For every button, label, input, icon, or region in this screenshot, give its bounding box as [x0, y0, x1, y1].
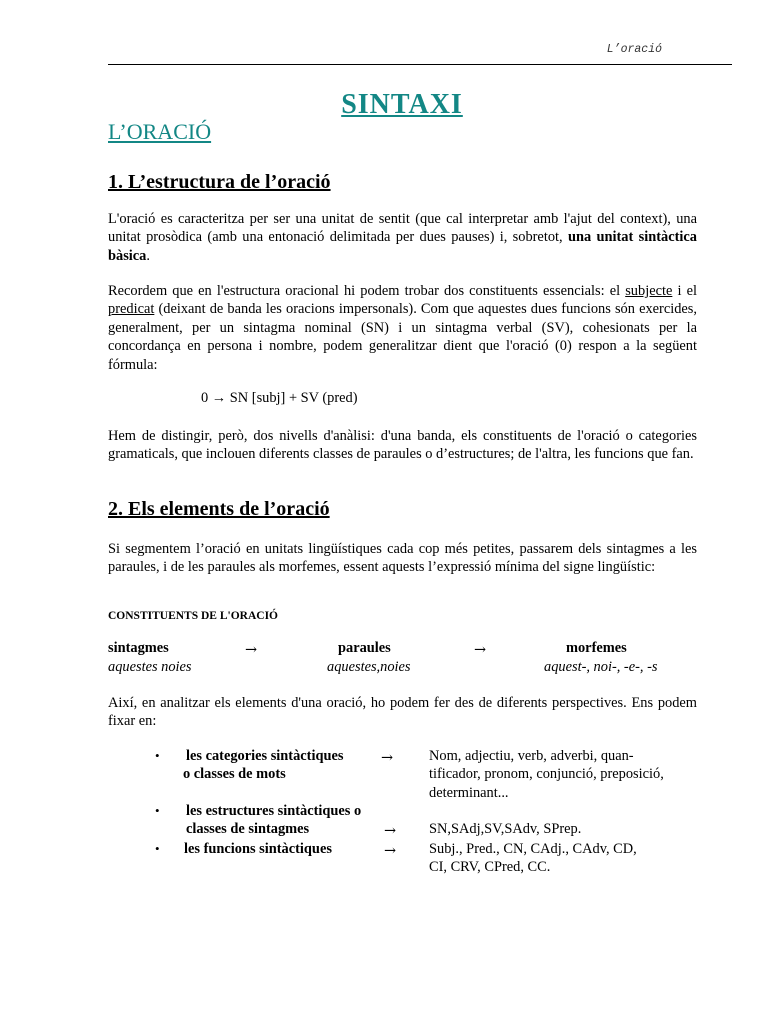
- bullet-icon: •: [155, 841, 160, 856]
- term-predicat: predicat: [108, 301, 155, 318]
- section-2-paragraph-1: Si segmentem l’oració en unitats lingüístiques cada cop més petites, passarem dels sintagmes a les paraules, i de les paraules als morfemes, essent aquests l’expressió mínima del signe lingüístic:: [108, 541, 697, 576]
- running-header: L’oració: [606, 43, 662, 56]
- bullet-3-label-line-1: les funcions sintàctiques: [184, 841, 332, 857]
- emphasis-text: una unitat sintàctica bàsica: [108, 229, 697, 264]
- bullet-1-value-line-2: tificador, pronom, conjunció, preposició,: [429, 766, 664, 782]
- bullet-1-value-line-1: Nom, adjectiu, verb, adverbi, quan-: [429, 748, 634, 764]
- constituent-example-morfemes: aquest-, noi-, -e-, -s: [544, 659, 658, 675]
- section-1-heading: 1. L’estructura de l’oració: [108, 171, 331, 193]
- bullet-3-value-line-1: Subj., Pred., CN, CAdj., CAdv, CD,: [429, 841, 637, 857]
- constituent-head-sintagmes: sintagmes: [108, 640, 169, 656]
- section-1-paragraph-3: Hem de distingir, però, dos nivells d'anàlisi: d'una banda, els constituents de l'oració o categories gramaticals, que inclouen diferents classes de paraules o d’estructures; de l'altra, les funcions que fan.: [108, 428, 697, 463]
- bullet-1-value-line-3: determinant...: [429, 785, 509, 801]
- arrow-icon: →: [384, 843, 397, 859]
- section-2-heading: 2. Els elements de l’oració: [108, 498, 330, 520]
- section-1-paragraph-1: L'oració es caracteritza per ser una unitat de sentit (que cal interpretar amb l'ajut del context), una unitat prosòdica (amb una entonació delimitada per dues pauses) i, sobretot, una unitat sintàctica bàsica.: [108, 211, 697, 264]
- constituent-example-sintagmes: aquestes noies: [108, 659, 192, 675]
- arrow-icon: →: [474, 642, 487, 658]
- formula: 0 → SN [subj] + SV (pred): [201, 390, 358, 406]
- arrow-icon: →: [245, 642, 258, 658]
- section-1-paragraph-2: Recordem que en l'estructura oracional hi podem trobar dos constituents essencials: el subjecte i el predicat (deixant de banda les oracions impersonals). Com que aquestes dues funcions són exercides, generalment, per un sintagma nominal (SN) i un sintagma verbal (SV), cohesionats per la concordança en persona i nombre, podem generalitzar dient que l'oració (0) respon a la següent fórmula:: [108, 283, 697, 373]
- term-subjecte: subjecte: [625, 283, 673, 299]
- bullet-2-value-line-1: SN,SAdj,SV,SAdv, SPrep.: [429, 821, 582, 837]
- document-title: SINTAXI: [341, 89, 463, 120]
- bullet-icon: •: [155, 748, 160, 763]
- constituent-head-paraules: paraules: [338, 640, 391, 656]
- constituent-example-paraules: aquestes,noies: [327, 659, 411, 675]
- bullet-2-label-line-1: les estructures sintàctiques o: [186, 803, 362, 819]
- constituent-head-morfemes: morfemes: [566, 640, 627, 656]
- document-subtitle: L’ORACIÓ: [108, 119, 212, 144]
- bullet-icon: •: [155, 803, 160, 818]
- constituents-heading: CONSTITUENTS DE L'ORACIÓ: [108, 610, 278, 622]
- arrow-icon: →: [384, 823, 397, 839]
- bullet-1-label-line-2: o classes de mots: [183, 766, 286, 782]
- header-rule: [108, 64, 732, 65]
- arrow-icon: →: [381, 750, 394, 766]
- bullet-1-label-line-1: les categories sintàctiques: [186, 748, 344, 764]
- section-2-paragraph-2: Així, en analitzar els elements d'una oració, ho podem fer des de diferents perspectives. Ens podem fixar en:: [108, 695, 697, 730]
- bullet-3-value-line-2: CI, CRV, CPred, CC.: [429, 859, 551, 875]
- bullet-2-label-line-2: classes de sintagmes: [186, 821, 310, 837]
